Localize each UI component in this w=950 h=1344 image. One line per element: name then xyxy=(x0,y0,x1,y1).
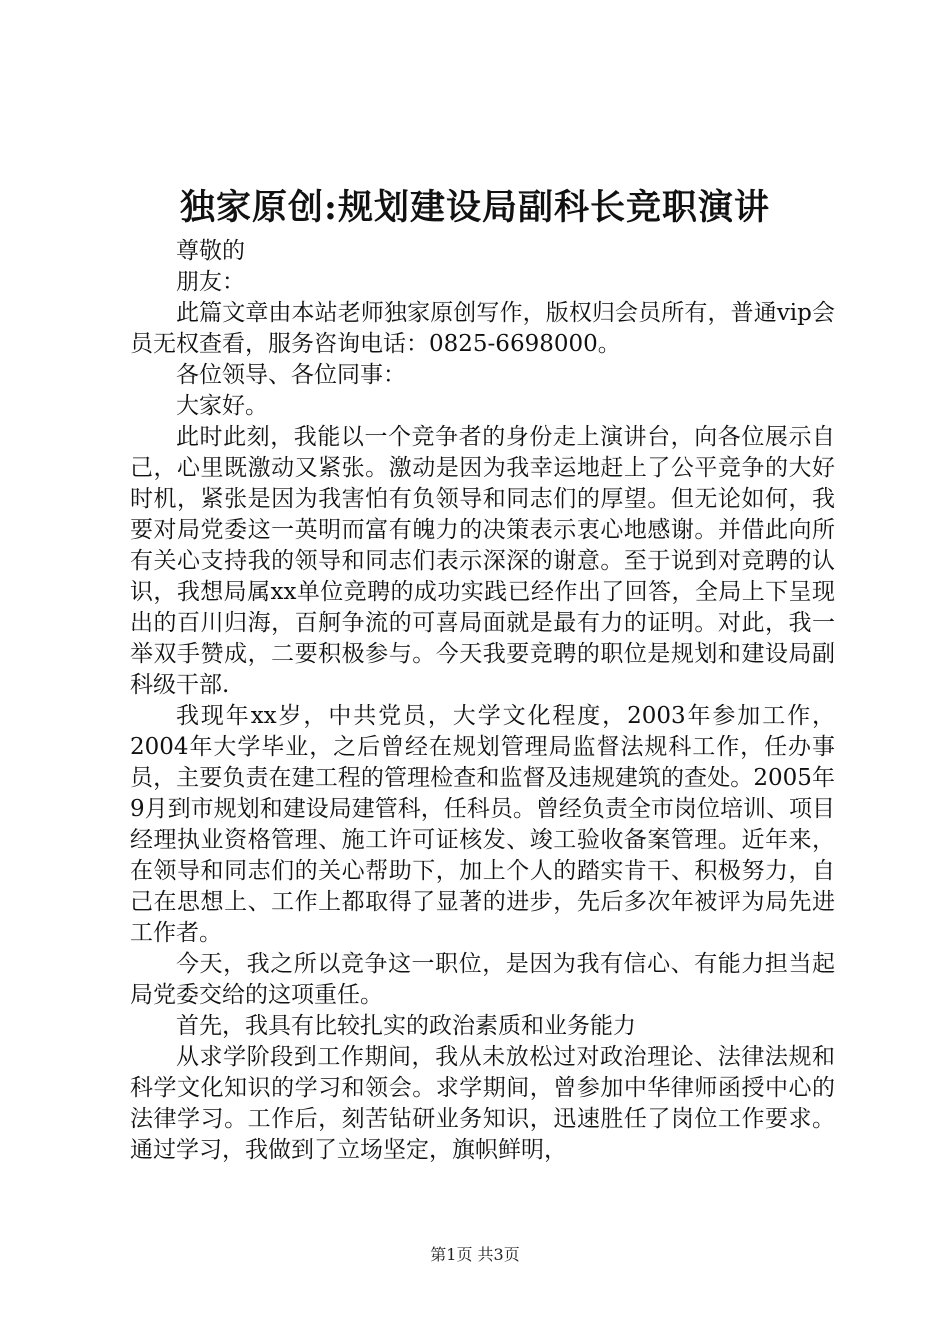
paragraph-personal-background: 我现年xx岁，中共党员，大学文化程度，2003年参加工作，2004年大学毕业，之后曾经在规划管理局监督法规科工作，任办事员，主要负责在建工程的管理检查和监督及违规建筑的查处。2005年9月到市规划和建设局建管科，任科员。曾经负责全市岗位培训、项目经理执业资格管理、施工许可证核发、竣工验收备案管理。近年来，在领导和同志们的关心帮助下，加上个人的踏实肯干、积极努力，自己在思想上、工作上都取得了显著的进步，先后多次年被评为局先进工作者。 xyxy=(130,703,835,946)
paragraph-study-experience: 从求学阶段到工作期间，我从未放松过对政治理论、法律法规和科学文化知识的学习和领会。求学期间，曾参加中华律师函授中心的法律学习。工作后，刻苦钻研业务知识，迅速胜任了岗位工作要求。通过学习，我做到了立场坚定，旗帜鲜明， xyxy=(130,1044,835,1163)
paragraph-greeting-leaders: 各位领导、各位同事： xyxy=(176,362,406,388)
paragraph-salutation-1: 尊敬的 xyxy=(176,238,245,264)
paragraph-greeting-all: 大家好。 xyxy=(176,393,268,419)
paragraph-copyright-notice: 此篇文章由本站老师独家原创写作，版权归会员所有，普通vip会员无权查看，服务咨询电话：0825-6698000。 xyxy=(130,300,835,357)
paragraph-first-point-heading: 首先，我具有比较扎实的政治素质和业务能力 xyxy=(176,1013,636,1039)
document-body xyxy=(130,236,835,1166)
document-title: 独家原创:规划建设局副科长竞职演讲 xyxy=(180,187,770,228)
page-footer: 第1页 共3页 xyxy=(430,1245,520,1264)
paragraph-introduction: 此时此刻，我能以一个竞争者的身份走上演讲台，向各位展示自己，心里既激动又紧张。激动是因为我幸运地赶上了公平竞争的大好时机，紧张是因为我害怕有负领导和同志们的厚望。但无论如何，我要对局党委这一英明而富有魄力的决策表示衷心地感谢。并借此向所有关心支持我的领导和同志们表示深深的谢意。至于说到对竞聘的认识，我想局属xx单位竞聘的成功实践已经作出了回答，全局上下呈现出的百川归海，百舸争流的可喜局面就是最有力的证明。对此，我一举双手赞成，二要积极参与。今天我要竞聘的职位是规划和建设局副科级干部. xyxy=(130,424,835,698)
paragraph-motivation: 今天，我之所以竞争这一职位，是因为我有信心、有能力担当起局党委交给的这项重任。 xyxy=(130,951,835,1008)
paragraph-salutation-2: 朋友： xyxy=(176,269,245,295)
